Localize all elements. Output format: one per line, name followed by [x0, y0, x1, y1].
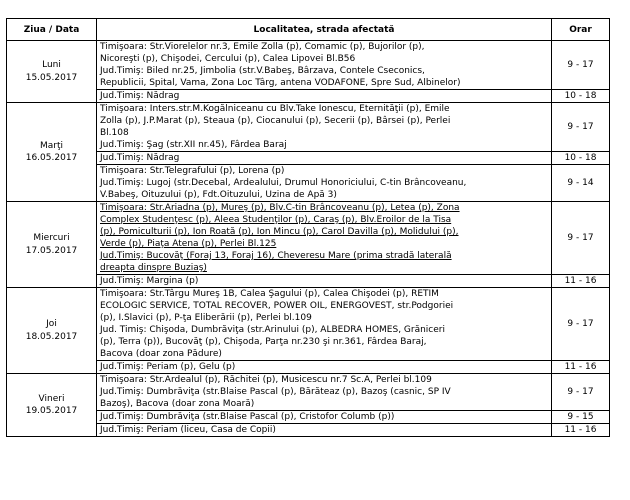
hours-cell: 11 - 16	[552, 361, 610, 374]
day-name: Miercuri	[33, 233, 70, 243]
table-row	[7, 275, 610, 288]
hours-cell: 9 - 17	[552, 374, 610, 411]
location-cell	[97, 374, 552, 411]
table-row	[7, 152, 610, 165]
table-row	[7, 361, 610, 374]
hours-cell: 9 - 14	[552, 165, 610, 202]
day-date: 15.05.2017	[25, 72, 78, 83]
location-line: Timişoara: Str.Ariadna (p), Mureş (p), Blv.C-tin Brâncoveanu (p), Letea (p), Zona	[100, 203, 460, 213]
schedule-table	[6, 18, 610, 437]
hours-cell: 10 - 18	[552, 90, 610, 103]
location-line: Verde (p), Piaţa Atena (p), Perlei Bl.125	[100, 239, 277, 249]
day-date-cell	[7, 202, 97, 288]
day-date: 19.05.2017	[25, 406, 78, 416]
outage-schedule	[6, 18, 610, 437]
location-cell	[97, 41, 552, 90]
day-date: 16.05.2017	[25, 153, 78, 163]
location-cell	[97, 424, 552, 437]
location-line: Jud.Timiş: Lugoj (str.Decebal, Ardealului, Drumul Honoriciului, C-tin Brâncoveanu,	[100, 178, 467, 188]
table-row	[7, 202, 610, 275]
location-line: Jud.Timiş: Bucovăţ (Foraj 13, Foraj 16), Cheveresu Mare (prima stradă laterală	[100, 251, 452, 261]
location-line: Jud.Timiş: Periam (p), Gelu (p)	[100, 362, 236, 372]
location-line: dreapta dinspre Buziaş)	[100, 263, 207, 273]
location-line: (p), Terra (p)), Bucovăţ (p), Chişoda, Parţa nr.230 şi nr.361, Fârdea Baraj,	[100, 337, 427, 347]
location-cell	[97, 275, 552, 288]
location-line: Nicoreşti (p), Chişodei, Cercului (p), Calea Lipovei Bl.B56	[100, 54, 356, 64]
location-line: Timişoara: Str.Târgu Mureş 1B, Calea Şagului (p), Calea Chişodei (p), RETIM	[100, 289, 439, 299]
location-line: Timişoara: Str.Telegrafului (p), Lorena (p)	[100, 166, 285, 176]
header-day-date: Ziua / Data	[7, 19, 97, 41]
hours-cell: 9 - 17	[552, 288, 610, 361]
location-line: (p), I.Slavici (p), P-ţa Eliberării (p), Perlei bl.109	[100, 313, 312, 323]
table-row	[7, 374, 610, 411]
location-line: Jud.Timiş: Şag (str.XII nr.45), Fârdea Baraj	[100, 140, 287, 150]
day-date: 18.05.2017	[25, 331, 78, 342]
location-line: Bacova (doar zona Pădure)	[100, 349, 222, 359]
day-date-cell	[7, 374, 97, 437]
location-line: Complex Studenţesc (p), Aleea Studenţilor (p), Caraş (p), Blv.Eroilor de la Tisa	[100, 215, 452, 225]
table-row	[7, 165, 610, 202]
table-row	[7, 424, 610, 437]
location-line: Jud.Timiş: Dumbrăviţa (str.Blaise Pascal (p), Bărăteaz (p), Bazoş (casnic, SP IV	[100, 387, 451, 397]
location-line: Bl.108	[100, 128, 129, 138]
location-cell	[97, 202, 552, 275]
schedule-body	[7, 41, 610, 437]
location-cell	[97, 90, 552, 103]
header-hours: Orar	[552, 19, 610, 41]
location-cell	[97, 103, 552, 152]
location-line: Jud.Timiş: Periam (liceu, Casa de Copii)	[100, 425, 276, 435]
hours-cell: 10 - 18	[552, 152, 610, 165]
day-name: Luni	[42, 60, 61, 70]
location-line: V.Babeş, Oituzului (p), Fdt.Oituzului, Uzina de Apă 3)	[100, 190, 337, 200]
location-line: Timişoara: Str.Ardealul (p), Răchitei (p), Musicescu nr.7 Sc.A, Perlei bl.109	[100, 375, 432, 385]
table-row	[7, 288, 610, 361]
location-line: Bazoş), Bacova (doar zona Moară)	[100, 399, 255, 409]
table-row	[7, 90, 610, 103]
location-line: Jud.Timiş: Margina (p)	[100, 276, 199, 286]
hours-cell: 9 - 17	[552, 103, 610, 152]
hours-cell: 9 - 17	[552, 41, 610, 90]
day-date-cell	[7, 288, 97, 374]
day-name: Vineri	[38, 393, 65, 404]
location-line: Timişoara: Str.Viorelelor nr.3, Emile Zolla (p), Comamic (p), Bujorilor (p),	[100, 42, 425, 52]
location-line: Jud. Timiş: Chişoda, Dumbrăviţa (str.Arinului (p), ALBEDRA HOMES, Grăniceri	[100, 325, 445, 335]
location-line: Republicii, Spital, Vama, Zona Loc Târg, antena VODAFONE, Spre Sud, Albinelor)	[100, 78, 461, 88]
day-date-cell	[7, 103, 97, 202]
day-name: Joi	[46, 319, 57, 329]
day-date-cell	[7, 41, 97, 103]
header-row	[7, 19, 610, 41]
hours-cell: 11 - 16	[552, 424, 610, 437]
location-line: (p), Pomiculturii (p), Ion Roată (p), Ion Mincu (p), Carol Davilla (p), Molidului (p),	[100, 227, 459, 237]
header-location: Localitatea, strada afectată	[97, 19, 552, 41]
location-cell	[97, 361, 552, 374]
location-line: Jud.Timiş: Nădrag	[100, 153, 180, 163]
hours-cell: 11 - 16	[552, 275, 610, 288]
location-line: Jud.Timiş: Biled nr.25, Jimbolia (str.V.Babeş, Bârzava, Contele Cseconics,	[100, 66, 425, 76]
location-line: Jud.Timiş: Nădrag	[100, 91, 180, 101]
location-cell	[97, 152, 552, 165]
table-row	[7, 41, 610, 90]
hours-cell: 9 - 15	[552, 411, 610, 424]
table-row	[7, 103, 610, 152]
location-line: ECOLOGIC SERVICE, TOTAL RECOVER, POWER OIL, ENERGOVEST, str.Podgoriei	[100, 301, 454, 311]
table-row	[7, 411, 610, 424]
location-cell	[97, 288, 552, 361]
location-cell	[97, 165, 552, 202]
location-line: Zolla (p), J.P.Marat (p), Steaua (p), Ciocanului (p), Secerii (p), Bârsei (p), Perlei	[100, 116, 451, 126]
location-line: Timişoara: Inters.str.M.Kogălniceanu cu Blv.Take Ionescu, Eternităţii (p), Emile	[100, 104, 450, 114]
location-cell	[97, 411, 552, 424]
location-line: Jud.Timiş: Dumbrăviţa (str.Blaise Pascal (p), Cristofor Columb (p))	[100, 412, 395, 422]
day-date: 17.05.2017	[25, 245, 78, 256]
hours-cell: 9 - 17	[552, 202, 610, 275]
day-name: Marţi	[39, 140, 63, 151]
